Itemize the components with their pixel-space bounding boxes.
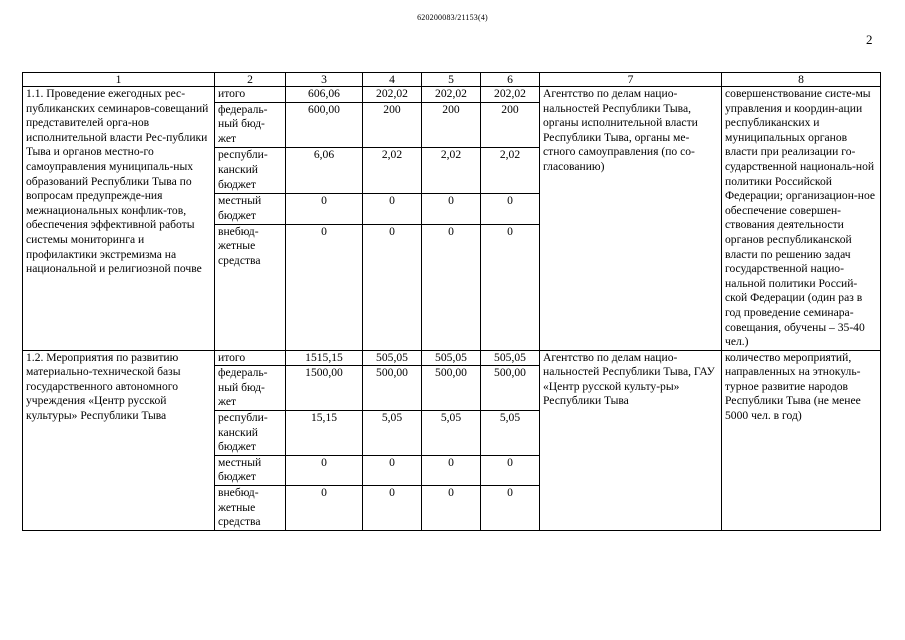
funding-amount: 0 [286, 193, 363, 224]
column-header: 3 [286, 73, 363, 87]
funding-amount: 0 [363, 486, 422, 531]
funding-amount: 0 [286, 224, 363, 350]
expected-result: совершенствование систе-мы управления и координ-ации республиканских и муниципальных органов власти при реализации го-сударственной националь-ной политики Российской Федерации; организацион-ное обеспечение совершен-ствования деятельности органов республиканской власти по решению задач государственной нацио-нальной политики Россий-ской Федерации (один раз в год проведение семинара-совещания, обучены – 35-40 чел.) [722, 87, 881, 351]
funding-amount: 0 [286, 486, 363, 531]
funding-source: внебюд-жетные средства [215, 486, 286, 531]
column-number-row [23, 73, 881, 87]
funding-amount: 0 [481, 193, 540, 224]
funding-amount: 0 [422, 193, 481, 224]
funding-source: итого [215, 350, 286, 366]
column-header: 5 [422, 73, 481, 87]
funding-amount: 1500,00 [286, 366, 363, 411]
funding-amount: 606,06 [286, 87, 363, 103]
funding-amount: 202,02 [422, 87, 481, 103]
column-header: 6 [481, 73, 540, 87]
funding-amount: 500,00 [363, 366, 422, 411]
column-header: 7 [540, 73, 722, 87]
executor: Агентство по делам нацио-нальностей Республики Тыва, ГАУ «Центр русской культу-ры» Республики Тыва [540, 350, 722, 530]
funding-amount: 0 [363, 193, 422, 224]
funding-amount: 1515,15 [286, 350, 363, 366]
funding-amount: 0 [422, 455, 481, 485]
column-header: 2 [215, 73, 286, 87]
funding-amount: 0 [286, 455, 363, 485]
funding-amount: 5,05 [422, 411, 481, 456]
funding-amount: 200 [363, 102, 422, 148]
funding-amount: 15,15 [286, 411, 363, 456]
funding-amount: 2,02 [363, 148, 422, 194]
funding-amount: 2,02 [422, 148, 481, 194]
funding-source: федераль-ный бюд-жет [215, 366, 286, 411]
column-header: 4 [363, 73, 422, 87]
expected-result: количество мероприятий, направленных на этнокуль-турное развитие народов Республики Тыва (не менее 5000 чел. в год) [722, 350, 881, 530]
funding-amount: 500,00 [422, 366, 481, 411]
activity-name: 1.1. Проведение ежегодных рес-публиканских семинаров-совещаний представителей орга-нов исполнительной власти Рес-публики Тыва и органов местно-го самоуправления муниципаль-ных образований Республики Тыва по вопросам предупрежде-ния межнациональных конфлик-тов, обеспечения эффективной работы системы мониторинга и профилактики экстремизма на национальной и религиозной почве [23, 87, 215, 351]
activity-name: 1.2. Мероприятия по развитию материально-технической базы государственного автономного учреждения «Центр русской культуры» Республики Тыва [23, 350, 215, 530]
funding-amount: 5,05 [481, 411, 540, 456]
funding-source: местный бюджет [215, 193, 286, 224]
funding-amount: 202,02 [363, 87, 422, 103]
funding-amount: 505,05 [481, 350, 540, 366]
column-header: 8 [722, 73, 881, 87]
funding-amount: 200 [481, 102, 540, 148]
funding-amount: 6,06 [286, 148, 363, 194]
funding-amount: 0 [422, 224, 481, 350]
funding-source: местный бюджет [215, 455, 286, 485]
table-row [23, 87, 881, 103]
funding-amount: 505,05 [363, 350, 422, 366]
funding-source: федераль-ный бюд-жет [215, 102, 286, 148]
funding-amount: 2,02 [481, 148, 540, 194]
funding-amount: 505,05 [422, 350, 481, 366]
funding-amount: 500,00 [481, 366, 540, 411]
document-code: 620200083/21153(4) [417, 13, 488, 22]
funding-amount: 0 [481, 224, 540, 350]
funding-amount: 0 [363, 224, 422, 350]
funding-amount: 0 [481, 455, 540, 485]
funding-source: республи-канский бюджет [215, 148, 286, 194]
program-table [22, 72, 881, 531]
funding-amount: 5,05 [363, 411, 422, 456]
funding-amount: 0 [481, 486, 540, 531]
table-row [23, 350, 881, 366]
funding-source: республи-канский бюджет [215, 411, 286, 456]
funding-source: внебюд-жетные средства [215, 224, 286, 350]
column-header: 1 [23, 73, 215, 87]
funding-amount: 200 [422, 102, 481, 148]
page-number: 2 [866, 32, 873, 47]
funding-amount: 0 [363, 455, 422, 485]
funding-amount: 202,02 [481, 87, 540, 103]
funding-source: итого [215, 87, 286, 103]
funding-amount: 0 [422, 486, 481, 531]
executor: Агентство по делам нацио-нальностей Республики Тыва, органы исполнительной власти Республики Тыва, органы ме-стного самоуправления (по со-гласованию) [540, 87, 722, 351]
funding-amount: 600,00 [286, 102, 363, 148]
